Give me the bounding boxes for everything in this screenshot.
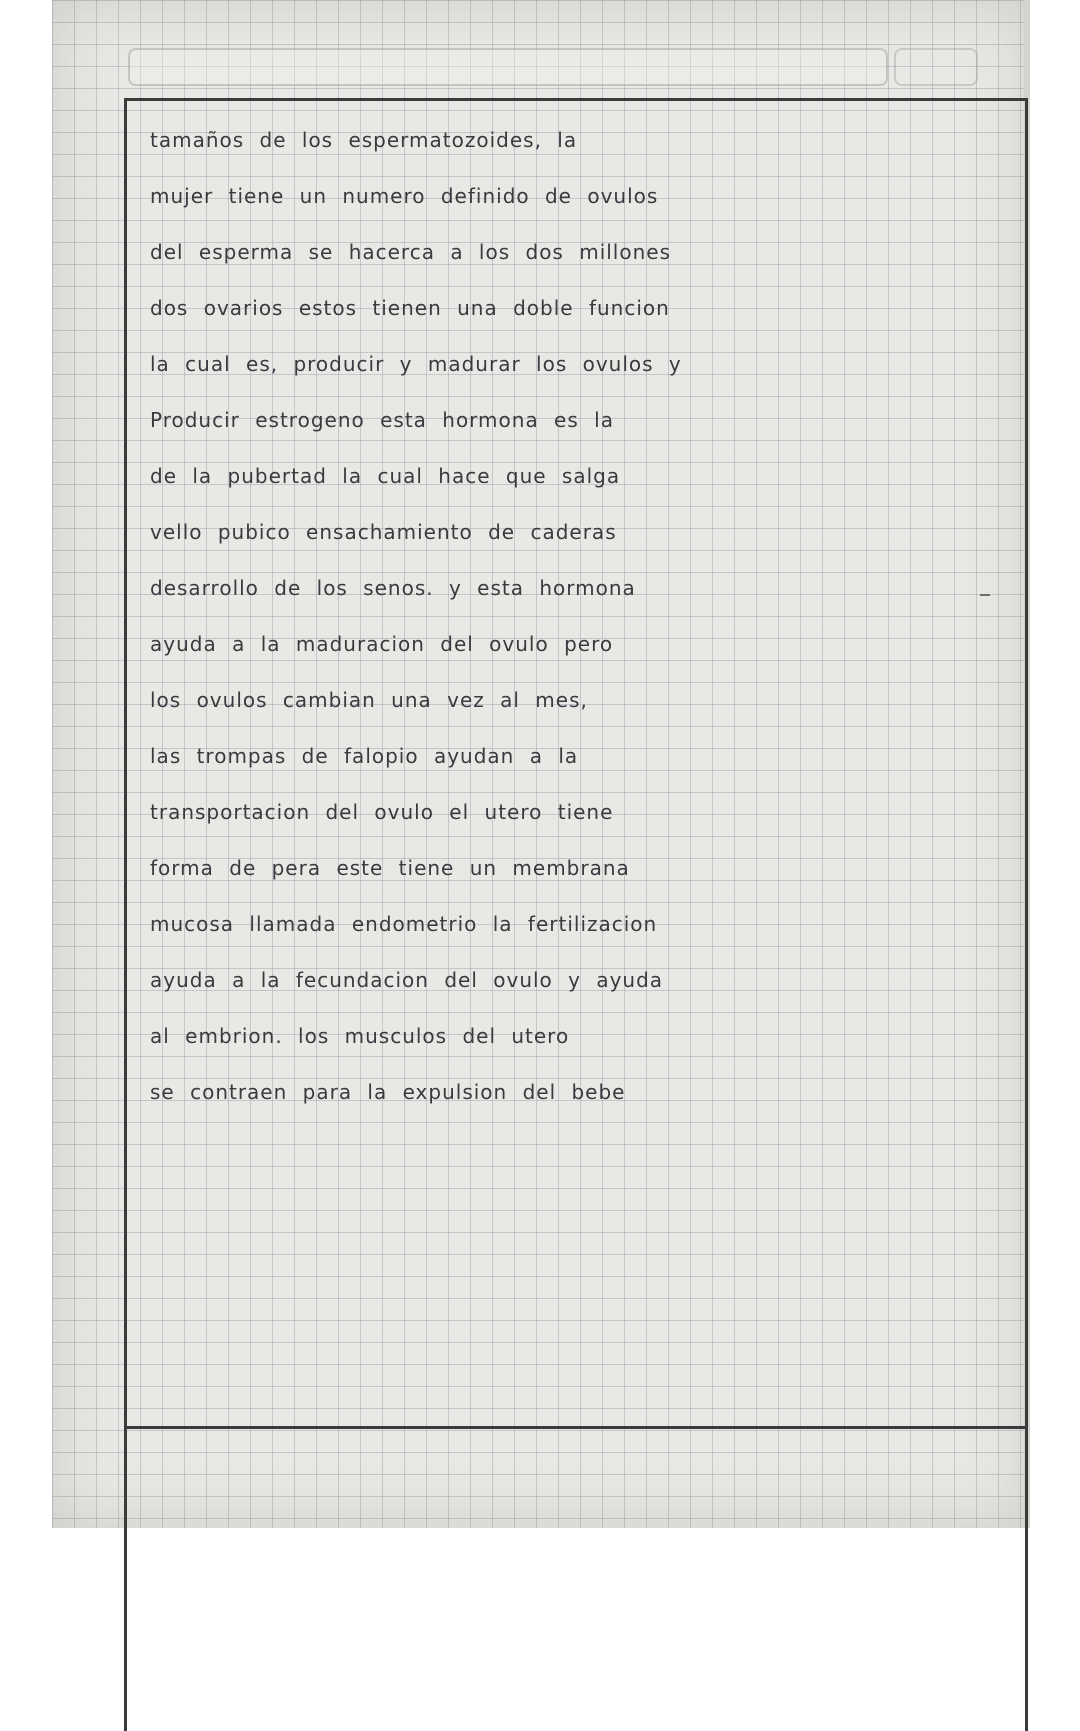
page-number-box: [894, 48, 978, 86]
text-line: vello pubico ensachamiento de caderas: [150, 520, 617, 544]
text-line: al embrion. los musculos del utero: [150, 1024, 570, 1048]
text-line: la cual es, producir y madurar los ovulos y: [150, 352, 682, 376]
text-line: de la pubertad la cual hace que salga: [150, 464, 621, 488]
text-line: se contraen para la expulsion del bebe: [150, 1080, 626, 1104]
text-line: forma de pera este tiene un membrana: [150, 856, 630, 880]
text-line: ayuda a la fecundacion del ovulo y ayuda: [150, 968, 664, 992]
text-line: desarrollo de los senos. y esta hormona: [150, 576, 636, 600]
text-line: los ovulos cambian una vez al mes,: [150, 688, 588, 712]
page-frame-bottom: [124, 1426, 1026, 1429]
page-header-box: [128, 48, 888, 86]
text-line: mujer tiene un numero definido de ovulos: [150, 184, 659, 208]
text-line: dos ovarios estos tienen una doble funcion: [150, 296, 670, 320]
text-line: transportacion del ovulo el utero tiene: [150, 800, 614, 824]
text-line: tamaños de los espermatozoides, la: [150, 128, 578, 152]
text-line: las trompas de falopio ayudan a la: [150, 744, 579, 768]
text-line: Producir estrogeno esta hormona es la: [150, 408, 614, 432]
text-line: mucosa llamada endometrio la fertilizacion: [150, 912, 658, 936]
text-line: del esperma se hacerca a los dos millones: [150, 240, 671, 264]
pen-mark: [980, 594, 990, 596]
text-line: ayuda a la maduracion del ovulo pero: [150, 632, 614, 656]
handwritten-text: [150, 112, 1010, 1120]
